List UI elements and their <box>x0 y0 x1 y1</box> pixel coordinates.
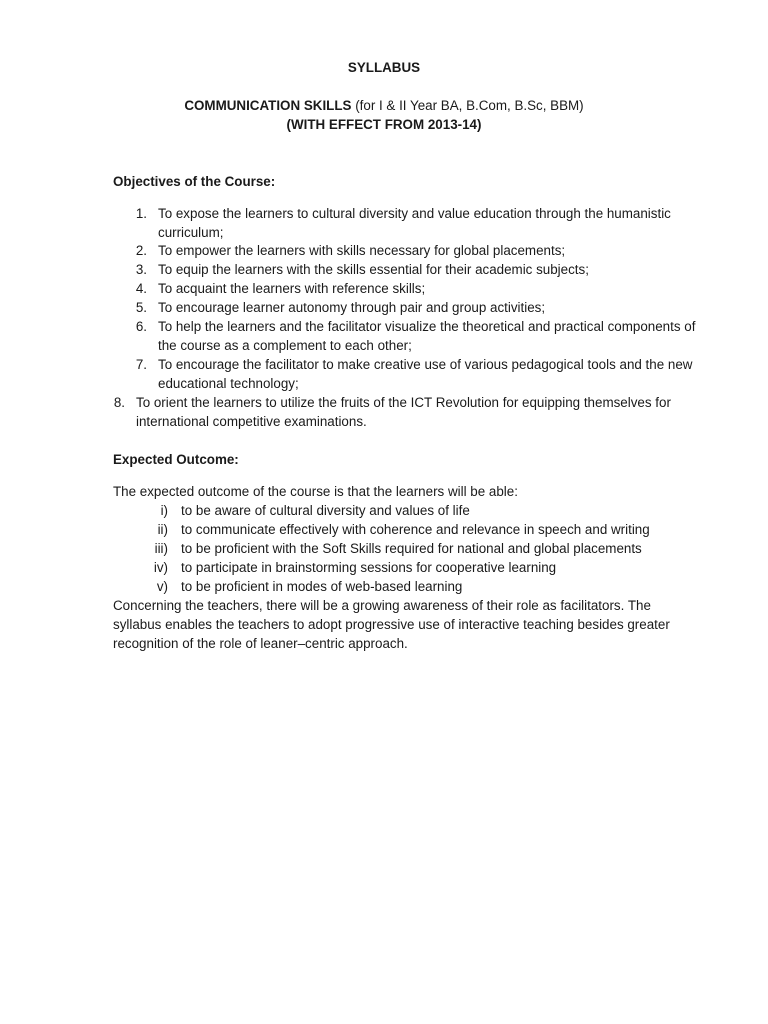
outcome-closing: Concerning the teachers, there will be a growing awareness of their role as facilitators. The syllabus enables the teachers to adopt progressive use of interactive teaching besides greater recognition of the role of leaner–centric approach. <box>113 598 670 651</box>
objectives-heading: Objectives of the Course: <box>113 174 276 189</box>
course-name: COMMUNICATION SKILLS <box>184 98 352 113</box>
outcome-intro: The expected outcome of the course is that the learners will be able: <box>113 484 518 499</box>
document-page: SYLLABUS COMMUNICATION SKILLS (for I & II Year BA, B.Com, B.Sc, BBM) (WITH EFFECT FROM 2013-14) Objectives of the Course: 1. To expose the learners to cultural diversity and value education through the humanistic curriculum; 2. To empower the learners with skills necessary for global placements; 3. To equip the learners with the skills essential for their academic subjects; 4. To acquaint the learners with reference skills; 5. To encourage learner autonomy through pair and group activities; 6. To help the learners and the facilitator visualize the theoretical and practical components of the course as a complement to each other; 7. To encourage the facilitator to make creative use of various pedagogical tools and the new educational technology; 8. To orient the learners to utilize the fruits of the ICT Revolution for equipping themselves for international competitive examinations. Expected Outcome: The expected outcome of the course is that the learners will be able: i) to be aware of cultural diversity and values of life ii) to communicate effectively with coherence and relevance in speech and writing iii) to be proficient with the Soft Skills required for national and global placements iv) to participate in brainstorming sessions for cooperative learning v) to be proficient in modes of web-based learning Concerning the teachers, there will be a growing awareness of their role as facilitators. The syllabus enables the teachers to adopt progressive use of interactive teaching besides greater recognition of the role of leaner–centric approach. <box>0 0 768 1024</box>
syllabus-title: SYLLABUS <box>347 60 421 75</box>
course-years: (for I & II Year BA, B.Com, B.Sc, BBM) <box>351 98 584 113</box>
effect-line: (WITH EFFECT FROM 2013-14) <box>286 117 482 132</box>
course-title <box>0 97 768 115</box>
outcome-heading: Expected Outcome: <box>113 452 239 467</box>
